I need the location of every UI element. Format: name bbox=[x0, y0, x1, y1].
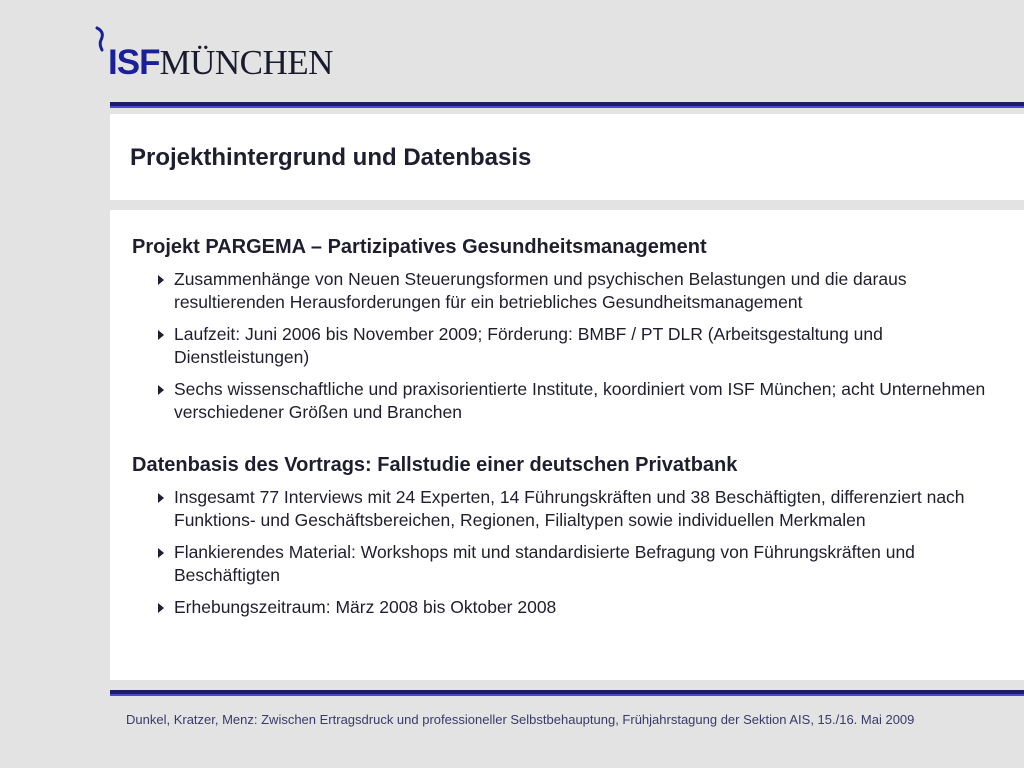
bullet-list bbox=[132, 486, 1002, 619]
title-panel bbox=[110, 114, 1024, 200]
logo-city: MÜNCHEN bbox=[159, 43, 333, 82]
bullet-text: Flankierendes Material: Workshops mit und standardisierte Befragung von Führungskräften und Beschäftigten bbox=[174, 542, 915, 585]
footer-divider bbox=[110, 690, 1024, 694]
content-panel bbox=[110, 210, 1024, 680]
bullet-item bbox=[132, 323, 1002, 369]
triangle-right-icon bbox=[158, 548, 164, 558]
triangle-right-icon bbox=[158, 385, 164, 395]
bullet-text: Laufzeit: Juni 2006 bis November 2009; Förderung: BMBF / PT DLR (Arbeitsgestaltung und Dienstleistungen) bbox=[174, 324, 883, 367]
triangle-right-icon bbox=[158, 603, 164, 613]
bullet-item bbox=[132, 378, 1002, 424]
section-data-basis bbox=[132, 454, 1002, 628]
bullet-text: Insgesamt 77 Interviews mit 24 Experten, 14 Führungskräften und 38 Beschäftigten, differenziert nach Funktions- und Geschäftsbereichen, Regionen, Filialtypen sowie individuellen Merkmalen bbox=[174, 487, 965, 530]
bullet-item bbox=[132, 596, 1002, 619]
section-heading: Datenbasis des Vortrags: Fallstudie einer deutschen Privatbank bbox=[132, 454, 738, 476]
isf-muenchen-logo bbox=[92, 24, 333, 80]
footer-citation: Dunkel, Kratzer, Menz: Zwischen Ertragsdruck und professioneller Selbstbehauptung, Frühjahrstagung der Sektion AIS, 15./16. Mai 2009 bbox=[126, 712, 915, 727]
bullet-item bbox=[132, 541, 1002, 587]
bullet-text: Erhebungszeitraum: März 2008 bis Oktober 2008 bbox=[174, 597, 557, 617]
slide-title: Projekthintergrund und Datenbasis bbox=[130, 144, 532, 171]
logo-wordmark bbox=[108, 45, 333, 80]
bullet-item bbox=[132, 486, 1002, 532]
triangle-right-icon bbox=[158, 330, 164, 340]
left-margin-strip bbox=[0, 0, 110, 768]
header-divider bbox=[110, 102, 1024, 106]
bullet-text: Zusammenhänge von Neuen Steuerungsformen und psychischen Belastungen und die daraus resultierenden Herausforderungen für ein betriebliches Gesundheitsmanagement bbox=[174, 269, 907, 312]
section-project bbox=[132, 236, 1002, 433]
bullet-item bbox=[132, 268, 1002, 314]
triangle-right-icon bbox=[158, 493, 164, 503]
triangle-right-icon bbox=[158, 275, 164, 285]
bullet-text: Sechs wissenschaftliche und praxisorientierte Institute, koordiniert vom ISF München; acht Unternehmen verschiedener Größen und Branchen bbox=[174, 379, 986, 422]
section-heading: Projekt PARGEMA – Partizipatives Gesundheitsmanagement bbox=[132, 236, 707, 258]
logo-brand: ISF bbox=[108, 43, 160, 82]
logo-mark-icon bbox=[94, 26, 108, 52]
bullet-list bbox=[132, 268, 1002, 424]
